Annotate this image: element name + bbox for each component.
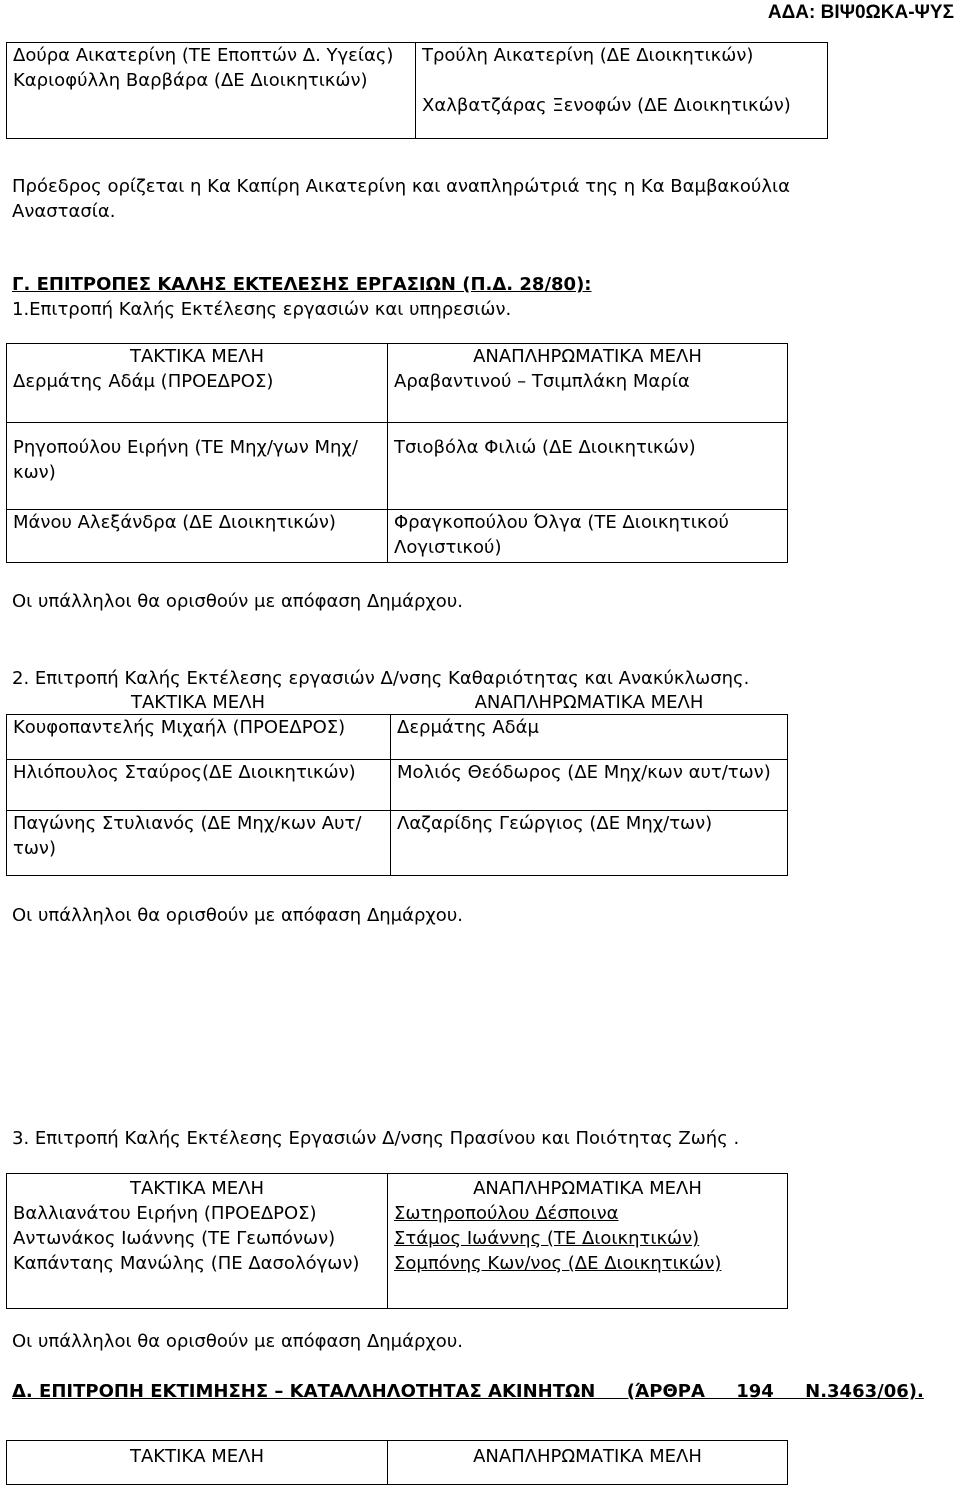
committee3-note: Οι υπάλληλοι θα ορισθούν με απόφαση Δημάρχου.	[12, 1331, 463, 1352]
committee2-cell	[7, 811, 391, 876]
member-name: Δερμάτης Αδάμ	[397, 717, 539, 738]
section-g-heading: Γ. ΕΠΙΤΡΟΠΕΣ ΚΑΛΗΣ ΕΚΤΕΛΕΣΗΣ ΕΡΓΑΣΙΩΝ (Π.Δ. 28/80):	[12, 274, 592, 295]
committee1-cell	[7, 510, 388, 563]
committee1-cell	[388, 344, 788, 423]
member-name: Αντωνάκος Ιωάννης (ΤΕ Γεωπόνων)	[13, 1228, 336, 1249]
column-header-regular: ΤΑΚΤΙΚΑ ΜΕΛΗ	[7, 1441, 388, 1485]
member-name: Καριοφύλλη Βαρβάρα (ΔΕ Διοικητικών)	[13, 70, 368, 91]
committee1-cell	[7, 344, 388, 423]
member-name: Δούρα Αικατερίνη (ΤΕ Εποπτών Δ. Υγείας)	[13, 45, 394, 66]
member-name: Μάνου Αλεξάνδρα (ΔΕ Διοικητικών)	[13, 512, 336, 533]
column-header-alternate: ΑΝΑΠΛΗΡΩΜΑΤΙΚΑ ΜΕΛΗ	[473, 346, 702, 367]
column-header-alternate: ΑΝΑΠΛΗΡΩΜΑΤΙΚΑ ΜΕΛΗ	[474, 692, 704, 713]
committee2-cell	[391, 760, 788, 811]
member-name: Ηλιόπουλος Σταύρος(ΔΕ Διοικητικών)	[13, 762, 356, 783]
member-name: Δερμάτης Αδάμ (ΠΡΟΕΔΡΟΣ)	[13, 371, 274, 392]
committee2-cell	[391, 811, 788, 876]
member-name: Αραβαντινού – Τσιμπλάκη Μαρία	[394, 371, 690, 392]
column-header-regular: ΤΑΚΤΙΚΑ ΜΕΛΗ	[129, 1178, 264, 1199]
committee1-cell	[388, 423, 788, 510]
column-header-alternate: ΑΝΑΠΛΗΡΩΜΑΤΙΚΑ ΜΕΛΗ	[388, 1441, 788, 1485]
member-name: Βαλλιανάτου Ειρήνη (ΠΡΟΕΔΡΟΣ)	[13, 1203, 317, 1224]
committee1-note: Οι υπάλληλοι θα ορισθούν με απόφαση Δημάρχου.	[12, 591, 463, 612]
member-name: Κουφοπαντελής Μιχαήλ (ΠΡΟΕΔΡΟΣ)	[13, 717, 346, 738]
member-name: Μολιός Θεόδωρος (ΔΕ Μηχ/κων αυτ/των)	[397, 762, 771, 783]
member-name: Στάμος Ιωάννης (ΤΕ Διοικητικών)	[394, 1228, 700, 1249]
ada-code: ΑΔΑ: ΒΙΨ0ΩΚΑ-ΨΥΣ	[767, 2, 954, 23]
committee2-cell	[391, 715, 788, 760]
committee3-cell	[388, 1174, 788, 1309]
member-name: Παγώνης Στυλιανός (ΔΕ Μηχ/κων Αυτ/των)	[13, 813, 362, 859]
committee3-title: 3. Επιτροπή Καλής Εκτέλεσης Εργασιών Δ/νσης Πρασίνου και Ποιότητας Ζωής .	[12, 1128, 740, 1149]
member-name: Ρηγοπούλου Ειρήνη (ΤΕ Μηχ/γων Μηχ/κων)	[13, 437, 358, 483]
committee2-cell	[7, 760, 391, 811]
committee2-note: Οι υπάλληλοι θα ορισθούν με απόφαση Δημάρχου.	[12, 905, 463, 926]
committee1-table	[6, 343, 788, 563]
member-name: Λαζαρίδης Γεώργιος (ΔΕ Μηχ/των)	[397, 813, 713, 834]
member-name: Χαλβατζάρας Ξενοφών (ΔΕ Διοικητικών)	[422, 95, 791, 116]
committee2-table	[6, 714, 788, 876]
top-right-cell	[416, 43, 828, 139]
column-header-regular: ΤΑΚΤΙΚΑ ΜΕΛΗ	[130, 692, 265, 713]
member-name: Σομπόνης Κων/νος (ΔΕ Διοικητικών)	[394, 1253, 722, 1274]
column-header-regular: ΤΑΚΤΙΚΑ ΜΕΛΗ	[129, 346, 264, 367]
committee2-title: 2. Επιτροπή Καλής Εκτέλεσης εργασιών Δ/νσης Καθαριότητας και Ανακύκλωσης.	[12, 668, 750, 689]
president-paragraph: Πρόεδρος ορίζεται η Κα Καπίρη Αικατερίνη και αναπληρώτριά της η Κα Βαμβακούλια Αναστασία.	[12, 176, 790, 222]
top-members-table	[6, 42, 828, 139]
member-name: Καπάνταης Μανώλης (ΠΕ Δασολόγων)	[13, 1253, 360, 1274]
member-name: Τσιοβόλα Φιλιώ (ΔΕ Διοικητικών)	[394, 437, 696, 458]
committee1-cell	[7, 423, 388, 510]
top-left-cell	[7, 43, 416, 139]
member-name: Σωτηροπούλου Δέσποινα	[394, 1203, 619, 1224]
committee3-table	[6, 1173, 788, 1309]
member-name: Τρούλη Αικατερίνη (ΔΕ Διοικητικών)	[422, 45, 754, 66]
committee3-cell	[7, 1174, 388, 1309]
column-header-alternate: ΑΝΑΠΛΗΡΩΜΑΤΙΚΑ ΜΕΛΗ	[473, 1178, 702, 1199]
committee1-title: 1.Επιτροπή Καλής Εκτέλεσης εργασιών και υπηρεσιών.	[12, 299, 512, 320]
member-name: Φραγκοπούλου Όλγα (ΤΕ Διοικητικού Λογιστικού)	[394, 512, 729, 558]
section-d-table	[6, 1440, 788, 1485]
committee1-cell	[388, 510, 788, 563]
section-d-heading: Δ. ΕΠΙΤΡΟΠΗ ΕΚΤΙΜΗΣΗΣ – ΚΑΤΑΛΛΗΛΟΤΗΤΑΣ ΑΚΙΝΗΤΩΝ (ΆΡΘΡΑ 194 Ν.3463/06).	[12, 1381, 924, 1402]
committee2-cell	[7, 715, 391, 760]
